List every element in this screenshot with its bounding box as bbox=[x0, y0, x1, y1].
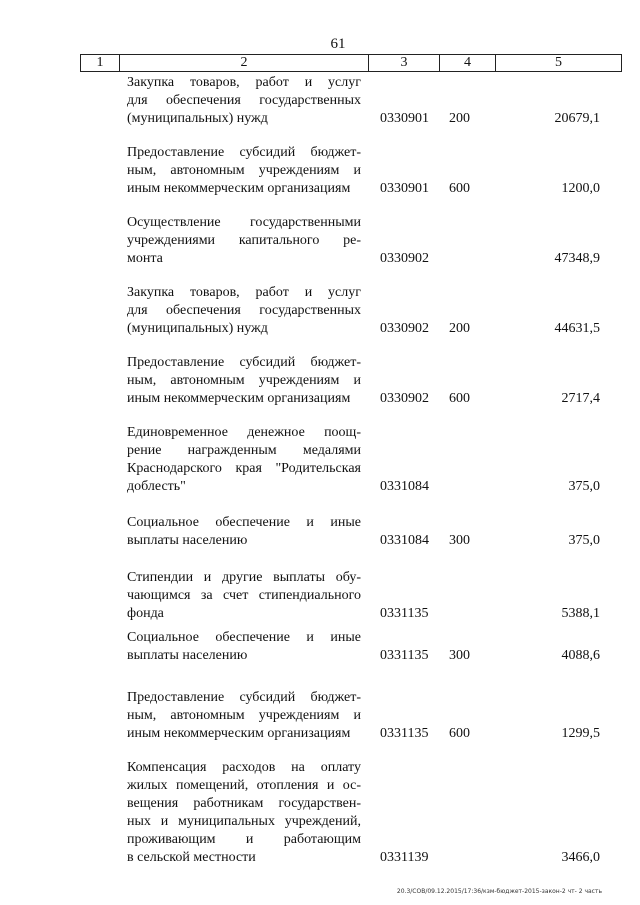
description-line: Компенсация расходов на оплату bbox=[127, 760, 361, 775]
row-expense-type: 600 bbox=[449, 391, 470, 406]
row-description bbox=[127, 424, 361, 496]
description-line: вещения работникам государствен- bbox=[127, 796, 361, 811]
description-line: жилых помещений, отопления и ос- bbox=[127, 778, 361, 793]
row-description bbox=[127, 214, 361, 268]
page-number: 61 bbox=[330, 36, 346, 52]
description-line: ным, автономным учреждениям и bbox=[127, 708, 361, 723]
row-amount: 375,0 bbox=[568, 533, 600, 548]
description-line: Стипендии и другие выплаты обу- bbox=[127, 570, 361, 585]
row-code: 0331135 bbox=[380, 726, 429, 741]
row-amount: 5388,1 bbox=[561, 606, 600, 621]
row-code: 0331084 bbox=[380, 533, 429, 548]
description-line: Социальное обеспечение и иные bbox=[127, 630, 361, 645]
footer-stamp: 20.3/СОВ/09.12.2015/17:36/кзм-бюджет-2015-закон-2 чт- 2 часть bbox=[396, 888, 602, 895]
row-expense-type: 200 bbox=[449, 111, 470, 126]
row-code: 0330901 bbox=[380, 111, 429, 126]
description-line: Предоставление субсидий бюджет- bbox=[127, 145, 361, 160]
description-line: доблесть" bbox=[127, 479, 186, 494]
header-col-4: 4 bbox=[440, 55, 496, 71]
row-amount: 1200,0 bbox=[561, 181, 600, 196]
row-description bbox=[127, 689, 361, 743]
row-code: 0331135 bbox=[380, 648, 429, 663]
row-amount: 47348,9 bbox=[554, 251, 600, 266]
description-line: Единовременное денежное поощ- bbox=[127, 425, 361, 440]
row-code: 0331084 bbox=[380, 479, 429, 494]
description-line: ным, автономным учреждениям и bbox=[127, 373, 361, 388]
row-description bbox=[127, 144, 361, 198]
description-line: (муниципальных) нужд bbox=[127, 321, 268, 336]
table-header bbox=[80, 54, 622, 72]
row-amount: 3466,0 bbox=[561, 850, 600, 865]
description-line: выплаты населению bbox=[127, 533, 248, 548]
description-line: для обеспечения государственных bbox=[127, 93, 361, 108]
description-line: (муниципальных) нужд bbox=[127, 111, 268, 126]
description-line: Осуществление государственными bbox=[127, 215, 361, 230]
description-line: иным некоммерческим организациям bbox=[127, 726, 351, 741]
row-amount: 1299,5 bbox=[561, 726, 600, 741]
row-amount: 44631,5 bbox=[554, 321, 600, 336]
row-description bbox=[127, 759, 361, 867]
row-description bbox=[127, 354, 361, 408]
description-line: Закупка товаров, работ и услуг bbox=[127, 75, 361, 90]
description-line: чающимся за счет стипендиального bbox=[127, 588, 361, 603]
row-expense-type: 300 bbox=[449, 648, 470, 663]
description-line: рение награжденным медалями bbox=[127, 443, 361, 458]
description-line: ным, автономным учреждениям и bbox=[127, 163, 361, 178]
description-line: Закупка товаров, работ и услуг bbox=[127, 285, 361, 300]
description-line: иным некоммерческим организациям bbox=[127, 181, 351, 196]
description-line: Социальное обеспечение и иные bbox=[127, 515, 361, 530]
row-expense-type: 600 bbox=[449, 726, 470, 741]
header-col-3: 3 bbox=[369, 55, 440, 71]
description-line: Предоставление субсидий бюджет- bbox=[127, 690, 361, 705]
row-amount: 2717,4 bbox=[561, 391, 600, 406]
description-line: Предоставление субсидий бюджет- bbox=[127, 355, 361, 370]
description-line: для обеспечения государственных bbox=[127, 303, 361, 318]
row-description bbox=[127, 514, 361, 550]
header-col-1: 1 bbox=[81, 55, 120, 71]
header-col-5: 5 bbox=[555, 55, 562, 70]
description-line: иным некоммерческим организациям bbox=[127, 391, 351, 406]
description-line: фонда bbox=[127, 606, 164, 621]
row-code: 0331139 bbox=[380, 850, 429, 865]
row-amount: 4088,6 bbox=[561, 648, 600, 663]
row-code: 0331135 bbox=[380, 606, 429, 621]
row-description bbox=[127, 629, 361, 665]
row-description bbox=[127, 74, 361, 128]
description-line: Краснодарского края "Родительская bbox=[127, 461, 361, 476]
description-line: проживающим и работающим bbox=[127, 832, 361, 847]
description-line: монта bbox=[127, 251, 163, 266]
description-line: учреждениями капитального ре- bbox=[127, 233, 361, 248]
row-code: 0330902 bbox=[380, 251, 429, 266]
row-description bbox=[127, 284, 361, 338]
row-code: 0330902 bbox=[380, 321, 429, 336]
header-col-2: 2 bbox=[120, 55, 369, 71]
row-description bbox=[127, 569, 361, 623]
description-line: выплаты населению bbox=[127, 648, 248, 663]
row-amount: 375,0 bbox=[568, 479, 600, 494]
row-code: 0330902 bbox=[380, 391, 429, 406]
description-line: ных и муниципальных учреждений, bbox=[127, 814, 361, 829]
row-expense-type: 300 bbox=[449, 533, 470, 548]
row-amount: 20679,1 bbox=[554, 111, 600, 126]
description-line: в сельской местности bbox=[127, 850, 256, 865]
row-expense-type: 600 bbox=[449, 181, 470, 196]
row-code: 0330901 bbox=[380, 181, 429, 196]
row-expense-type: 200 bbox=[449, 321, 470, 336]
